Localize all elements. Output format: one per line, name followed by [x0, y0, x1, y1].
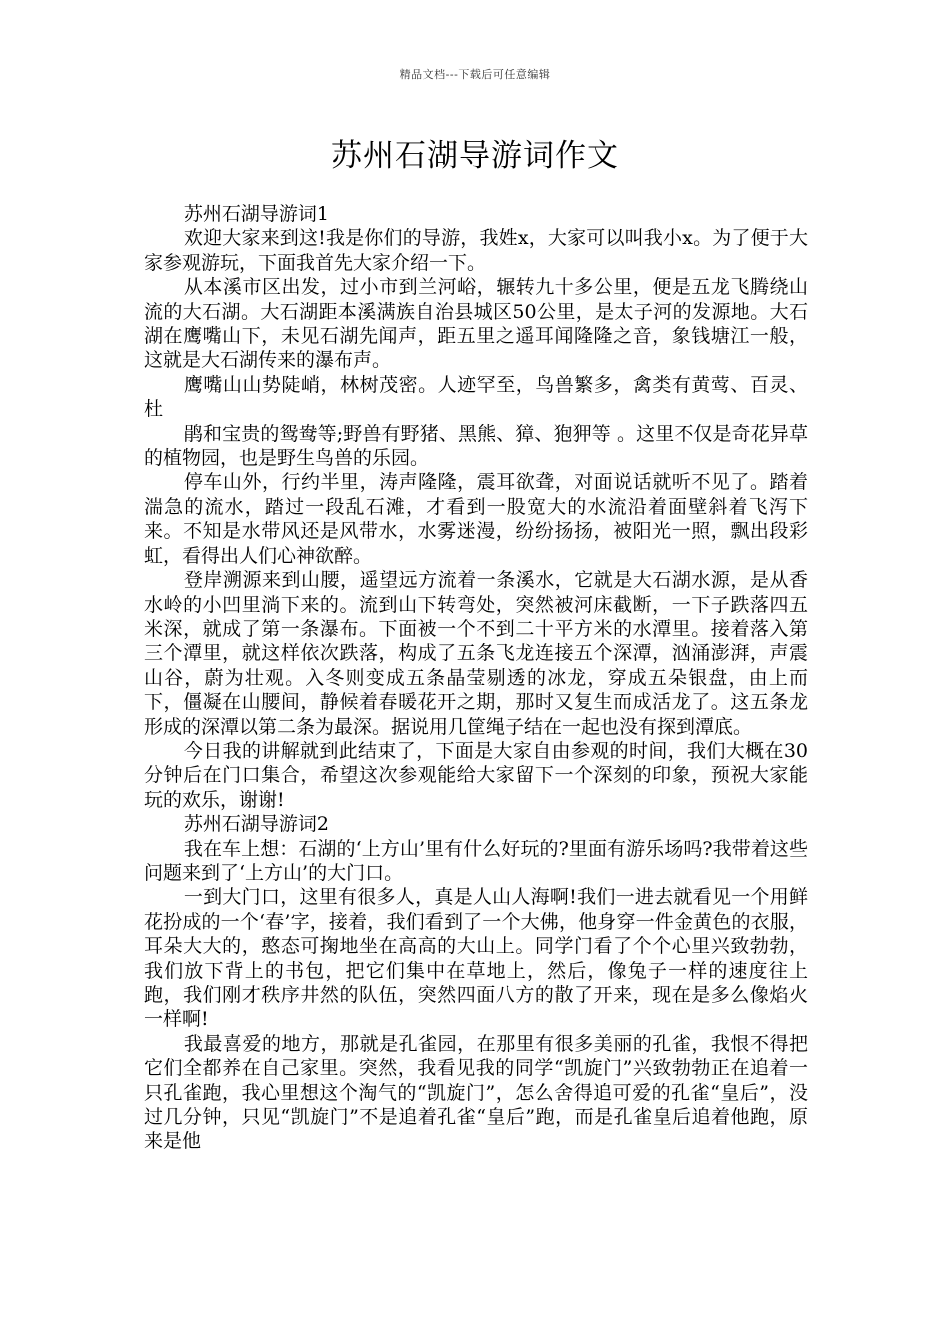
paragraph: 一到大门口，这里有很多人，真是人山人海啊!我们一进去就看见一个用鲜花扮成的一个‘春’字，接着，我们看到了一个大佛，他身穿一件金黄色的衣服，耳朵大大的，憨态可掬地坐在高高的大山上。同学门看了个个心里兴致勃勃，我们放下背上的书包，把它们集中在草地上，然后，像兔子一样的速度往上跑，我们刚才秩序井然的队伍，突然四面八方的散了开来，现在是多么像焰火一样啊!: [144, 886, 808, 1031]
paragraph: 今日我的讲解就到此结束了，下面是大家自由参观的时间，我们大概在30分钟后在门口集合，希望这次参观能给大家留下一个深刻的印象，预祝大家能玩的欢乐，谢谢!: [144, 739, 808, 811]
paragraph: 我最喜爱的地方，那就是孔雀园，在那里有很多美丽的孔雀，我恨不得把它们全都养在自己家里。突然，我看见我的同学“凯旋门”兴致勃勃正在追着一只孔雀跑，我心里想这个淘气的“凯旋门”，怎么舍得追可爱的孔雀“皇后”，没过几分钟，只见“凯旋门”不是追着孔雀“皇后”跑，而是孔雀皇后追着他跑，原来是他: [144, 1032, 808, 1153]
paragraph: 鹃和宝贵的鸳鸯等;野兽有野猪、黑熊、獐、狍狎等 。这里不仅是奇花异草的植物园，也是野生鸟兽的乐园。: [144, 422, 808, 470]
paragraph: 鹰嘴山山势陡峭，林树茂密。人迹罕至，鸟兽繁多，禽类有黄莺、百灵、杜: [144, 373, 808, 421]
paragraph: 从本溪市区出发，过小市到兰河峪，辗转九十多公里，便是五龙飞腾绕山流的大石湖。大石湖距本溪满族自治县城区50公里，是太子河的发源地。大石湖在鹰嘴山下，未见石湖先闻声，距五里之遥耳闻隆隆之音，象钱塘江一般，这就是大石湖传来的瀑布声。: [144, 276, 808, 372]
paragraph: 我在车上想：石湖的‘上方山’里有什么好玩的?里面有游乐场吗?我带着这些问题来到了‘上方山’的大门口。: [144, 837, 808, 884]
paragraph: 停车山外，行约半里，涛声隆隆，震耳欲聋，对面说话就听不见了。踏着湍急的流水，踏过一段乱石滩，才看到一股宽大的水流沿着面壁斜着飞泻下来。不知是水带风还是风带水，水雾迷漫，纷纷扬扬，被阳光一照，飘出段彩虹，看得出人们心神欲醉。: [144, 471, 808, 567]
document-header-note: 精品文档---下载后可任意编辑: [399, 68, 551, 81]
section-heading-2: 苏州石湖导游词2: [183, 813, 329, 836]
section-heading-1: 苏州石湖导游词1: [183, 203, 329, 225]
document-body: [144, 202, 808, 1154]
paragraph: 登岸溯源来到山腰，遥望远方流着一条溪水，它就是大石湖水源，是从香水岭的小凹里淌下来的。流到山下转弯处，突然被河床截断，一下子跌落四五米深，就成了第一条瀑布。下面被一个不到二十平方米的水潭里。接着落入第三个潭里，就这样依次跌落，构成了五条飞龙连接五个深潭，汹涌澎湃，声震山谷，蔚为壮观。入冬则变成五条晶莹剔透的冰龙，穿成五朵银盘，由上而下，僵凝在山腰间，静候着春暖花开之期，那时又复生而成活龙了。这五条龙形成的深潭以第二条为最深。据说用几筐绳子结在一起也没有探到潭底。: [144, 569, 808, 738]
paragraph: 欢迎大家来到这!我是你们的导游，我姓x，大家可以叫我小x。为了便于大家参观游玩，下面我首先大家介绍一下。: [144, 227, 808, 274]
document-title: 苏州石湖导游词作文: [331, 138, 619, 174]
